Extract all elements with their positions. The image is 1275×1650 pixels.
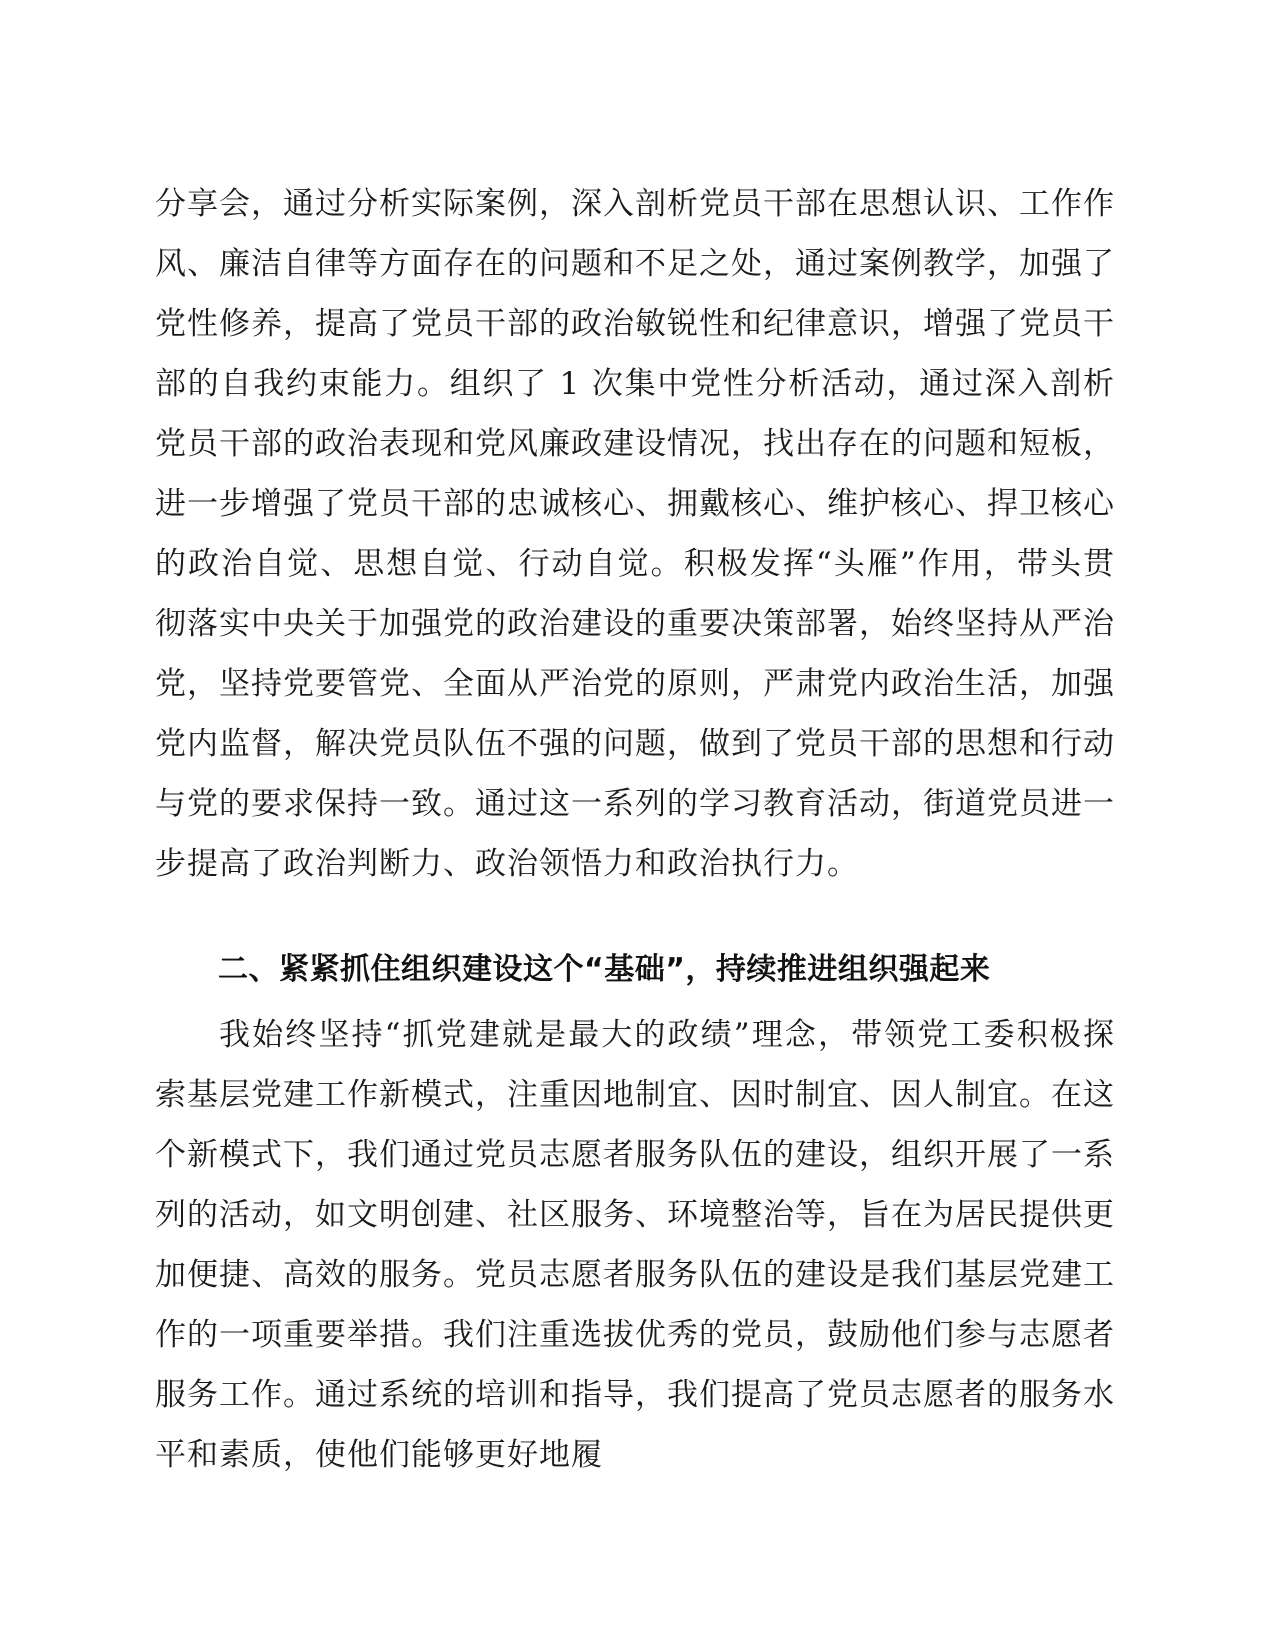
- body-paragraph: 我始终坚持“抓党建就是最大的政绩”理念，带领党工委积极探索基层党建工作新模式，注重因地制宜、因时制宜、因人制宜。在这个新模式下，我们通过党员志愿者服务队伍的建设，组织开展了一系列的活动，如文明创建、社区服务、环境整治等，旨在为居民提供更加便捷、高效的服务。党员志愿者服务队伍的建设是我们基层党建工作的一项重要举措。我们注重选拔优秀的党员，鼓励他们参与志愿者服务工作。通过系统的培训和指导，我们提高了党员志愿者的服务水平和素质，使他们能够更好地履: [155, 1017, 1115, 1473]
- section-heading: 二、紧紧抓住组织建设这个“基础”，持续推进组织强起来: [218, 952, 991, 987]
- body-paragraph: 分享会，通过分析实际案例，深入剖析党员干部在思想认识、工作作风、廉洁自律等方面存在的问题和不足之处，通过案例教学，加强了党性修养，提高了党员干部的政治敏锐性和纪律意识，增强了党员干部的自我约束能力。组织了 1 次集中党性分析活动，通过深入剖析党员干部的政治表现和党风廉政建设情况，找出存在的问题和短板，进一步增强了党员干部的忠诚核心、拥戴核心、维护核心、捍卫核心的政治自觉、思想自觉、行动自觉。积极发挥“头雁”作用，带头贯彻落实中央关于加强党的政治建设的重要决策部署，始终坚持从严治党，坚持党要管党、全面从严治党的原则，严肃党内政治生活，加强党内监督，解决党员队伍不强的问题，做到了党员干部的思想和行动与党的要求保持一致。通过这一系列的学习教育活动，街道党员进一步提高了政治判断力、政治领悟力和政治执行力。: [155, 186, 1115, 882]
